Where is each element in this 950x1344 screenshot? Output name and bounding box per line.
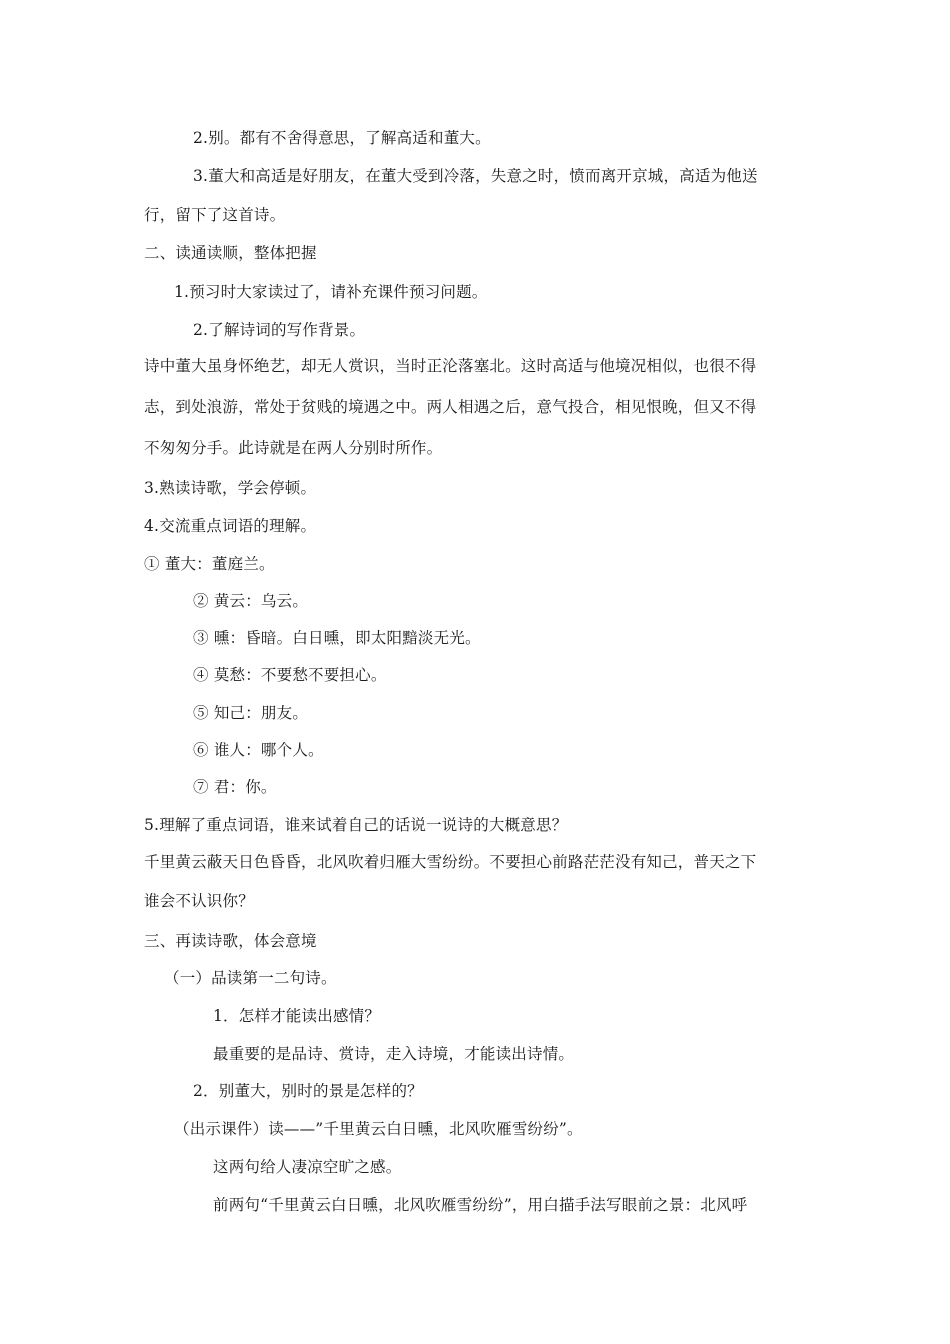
- text-line: （一）品读第一二句诗。: [164, 969, 337, 987]
- text-line: 3.董大和高适是好朋友，在董大受到冷落，失意之时，愤而离开京城，高适为他送: [193, 167, 758, 185]
- text-line: （出示课件）读——”千里黄云白日曛，北风吹雁雪纷纷”。: [174, 1120, 583, 1138]
- section-heading: 三、再读诗歌，体会意境: [144, 932, 317, 950]
- text-line: 千里黄云蔽天日色昏昏，北风吹着归雁大雪纷纷。不要担心前路茫茫没有知己，普天之下: [144, 853, 757, 871]
- text-line: 不匆匆分手。此诗就是在两人分别时所作。: [144, 439, 443, 457]
- text-line: 这两句给人凄凉空旷之感。: [213, 1158, 402, 1176]
- text-line: 4.交流重点词语的理解。: [144, 517, 317, 535]
- list-item: ⑦ 君：你。: [193, 778, 277, 796]
- list-item: ⑤ 知己：朋友。: [193, 704, 309, 722]
- list-item: ⑥ 谁人：哪个人。: [193, 741, 324, 759]
- text-line: 3.熟读诗歌，学会停顿。: [144, 479, 317, 497]
- text-line: 5.理解了重点词语，谁来试着自己的话说一说诗的大概意思？: [144, 816, 568, 834]
- text-line: 志，到处浪游，常处于贫贱的境遇之中。两人相遇之后，意气投合，相见恨晚，但又不得: [144, 398, 757, 416]
- text-line: 行，留下了这首诗。: [144, 206, 286, 224]
- text-line: 2．别董大，别时的景是怎样的？: [193, 1082, 423, 1100]
- list-item: ③ 曛：昏暗。白日曛，即太阳黯淡无光。: [193, 629, 481, 647]
- text-line: 最重要的是品诗、赏诗，走入诗境，才能读出诗情。: [213, 1045, 575, 1063]
- text-line: 1．怎样才能读出感情？: [213, 1007, 381, 1025]
- text-line: 2.别。都有不舍得意思，了解高适和董大。: [193, 129, 491, 147]
- text-line: 谁会不认识你？: [144, 892, 254, 910]
- text-line: 诗中董大虽身怀绝艺，却无人赏识，当时正沦落塞北。这时高适与他境况相似，也很不得: [144, 357, 757, 375]
- text-line: 1.预习时大家读过了，请补充课件预习问题。: [174, 283, 488, 301]
- list-item: ① 董大：董庭兰。: [144, 555, 275, 573]
- text-line: 2.了解诗词的写作背景。: [193, 321, 366, 339]
- text-line: 前两句“千里黄云白日曛，北风吹雁雪纷纷”，用白描手法写眼前之景：北风呼: [213, 1196, 748, 1214]
- section-heading: 二、读通读顺，整体把握: [144, 244, 317, 262]
- list-item: ④ 莫愁：不要愁不要担心。: [193, 666, 387, 684]
- list-item: ② 黄云：乌云。: [193, 592, 309, 610]
